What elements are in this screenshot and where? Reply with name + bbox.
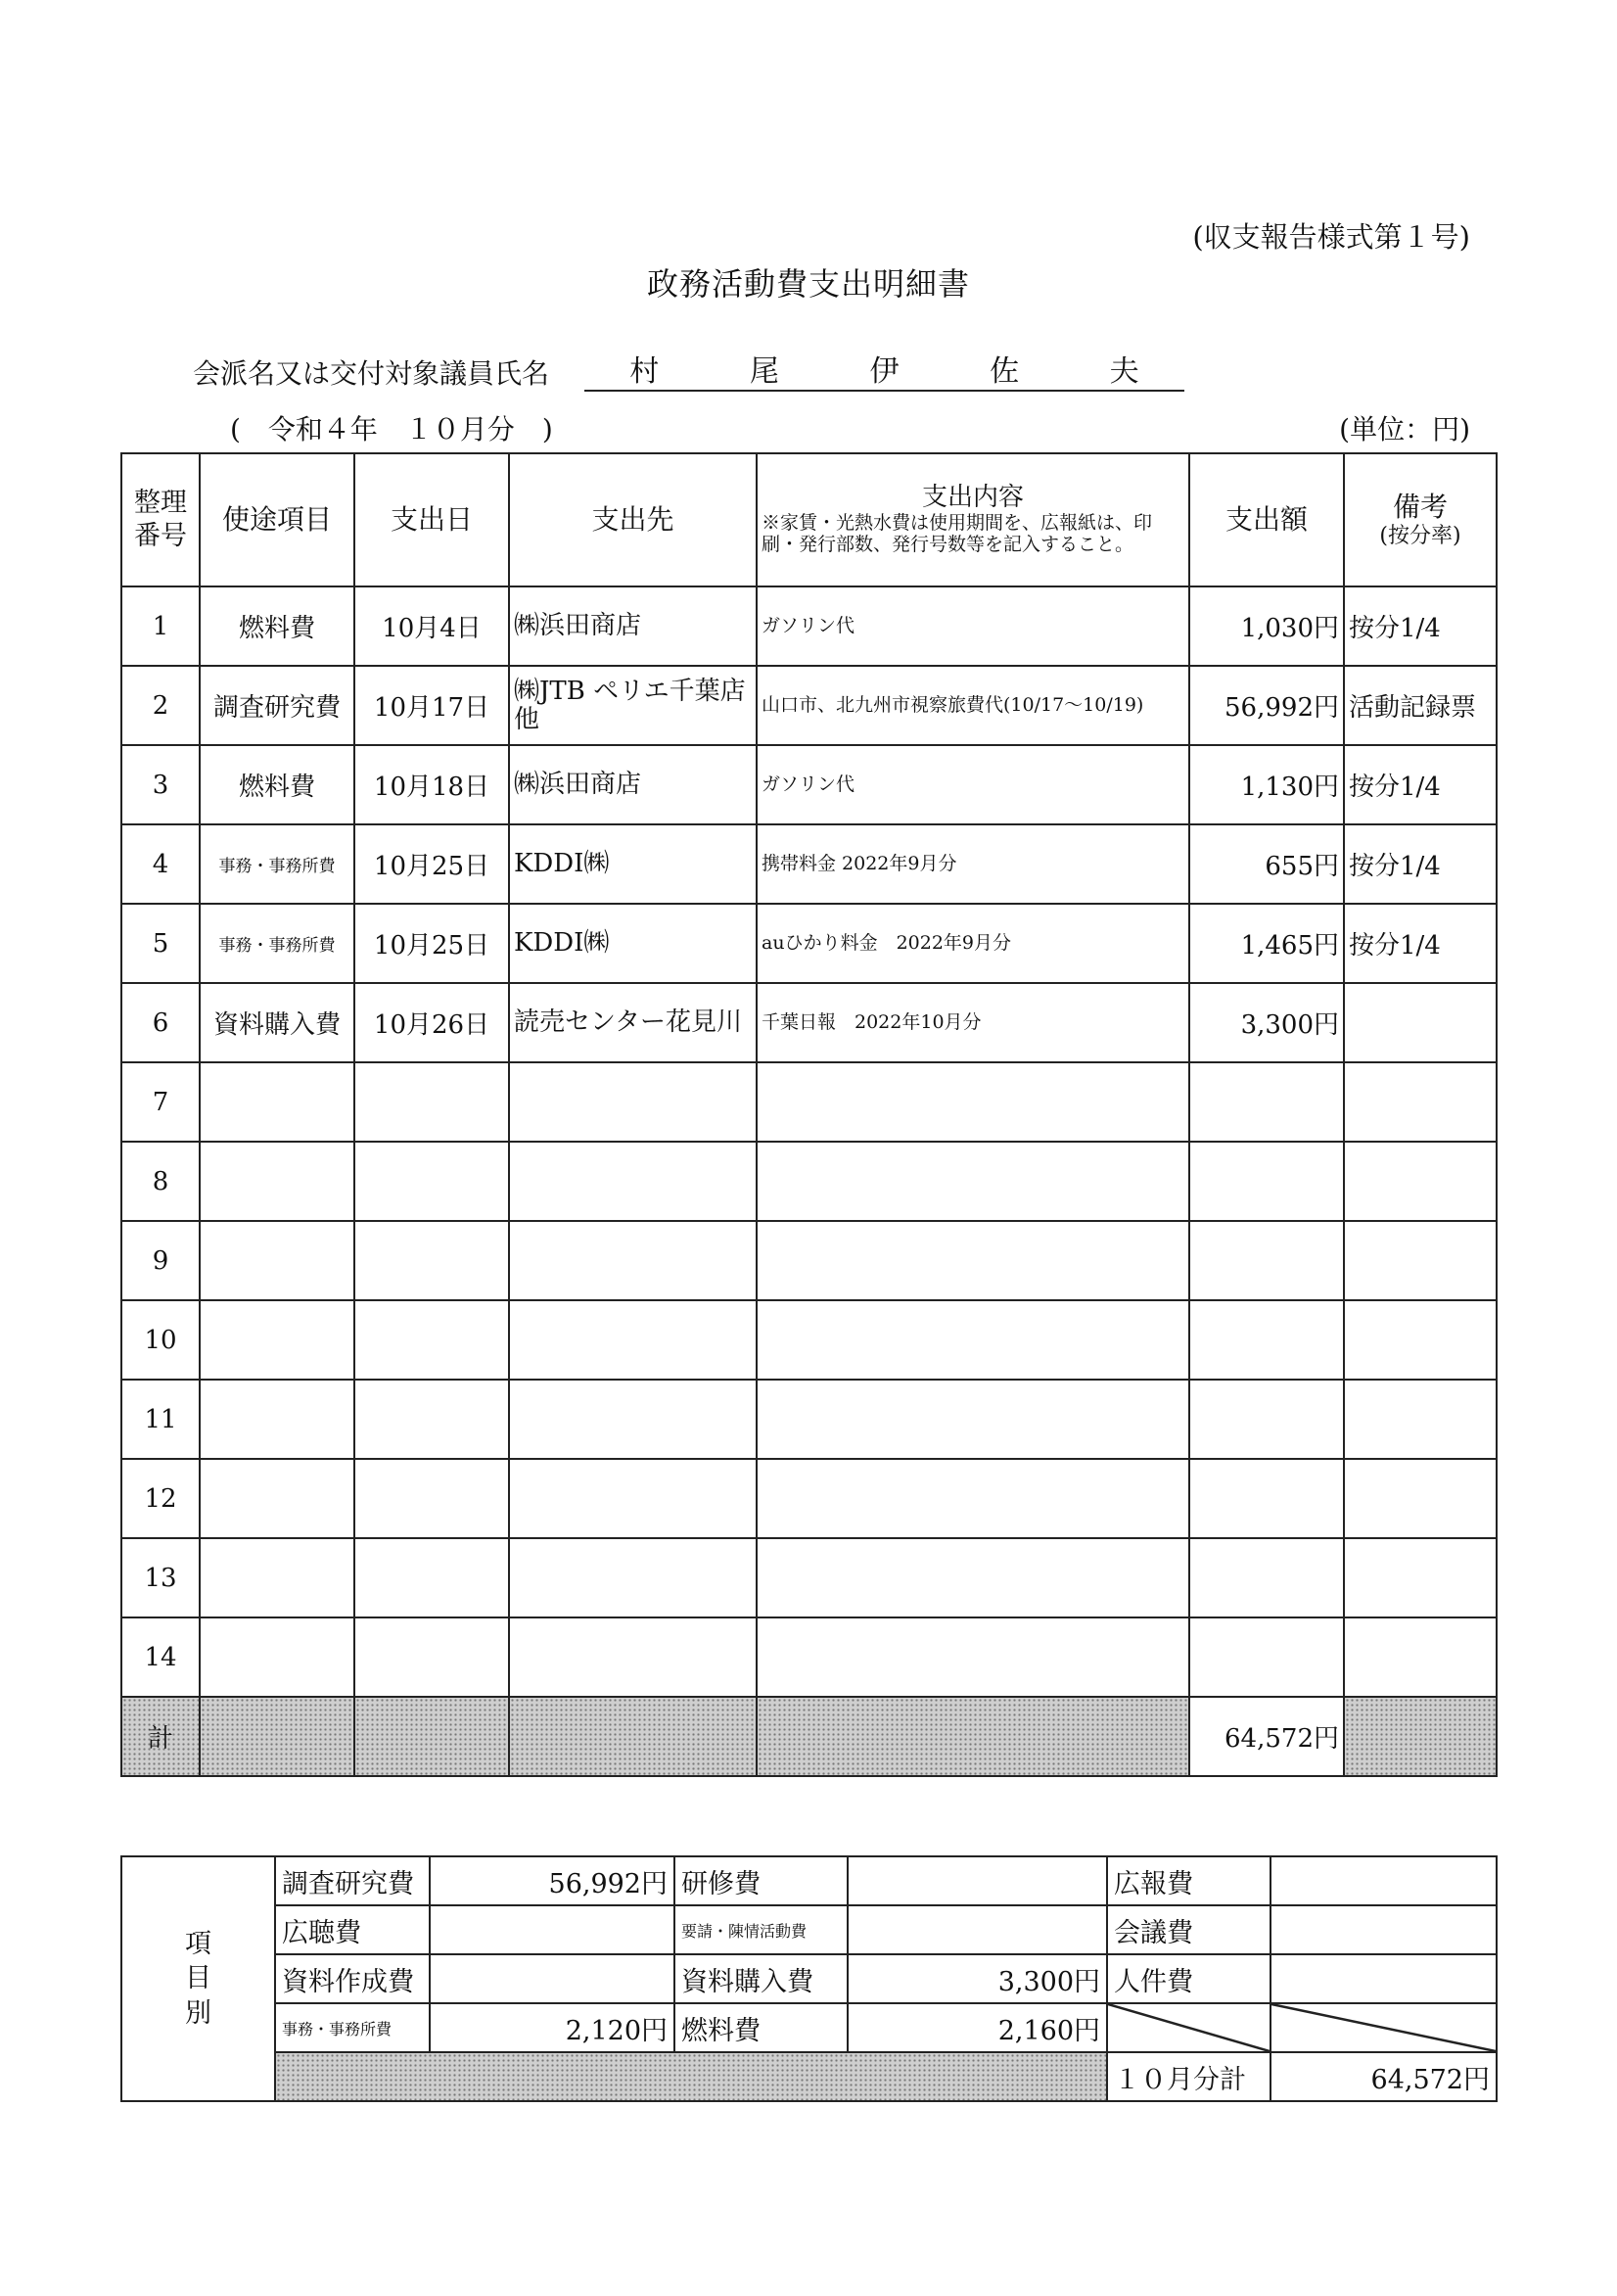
row-date: 10月4日 (354, 586, 509, 666)
form-reference: (収支報告様式第１号) (1192, 220, 1470, 254)
summary-hearing-value (430, 1905, 674, 1954)
document-title: 政務活動費支出明細書 (646, 265, 970, 303)
row-note: 活動記録票 (1344, 666, 1497, 745)
summary-pr-label: 広報費 (1107, 1856, 1270, 1905)
row-number: 13 (121, 1538, 200, 1617)
shaded-cell (757, 1697, 1189, 1776)
row-amount: 1,130円 (1189, 745, 1344, 824)
member-name-char: 佐 (990, 354, 1020, 389)
expense-table (120, 452, 1498, 1777)
row-number: 11 (121, 1380, 200, 1459)
row-number: 8 (121, 1142, 200, 1221)
reporting-period: ( 令和４年 １０月分 ) (230, 413, 553, 445)
row-amount (1189, 1459, 1344, 1538)
diagonal-blank-cell (1270, 2003, 1497, 2052)
row-amount (1189, 1380, 1344, 1459)
row-note (1344, 1380, 1497, 1459)
summary-training-value (848, 1856, 1107, 1905)
row-note: 按分1/4 (1344, 745, 1497, 824)
summary-month-total-value: 64,572円 (1270, 2052, 1497, 2101)
row-number: 2 (121, 666, 200, 745)
header-detail-note: ※家賃・光熱水費は使用期間を、広報紙は、印刷・発行部数、発行号数等を記入すること。 (762, 512, 1153, 555)
summary-office-value: 2,120円 (430, 2003, 674, 2052)
row-note (1344, 1142, 1497, 1221)
row-detail: 携帯料金 2022年9月分 (757, 824, 1189, 904)
row-date (354, 1459, 509, 1538)
row-date (354, 1142, 509, 1221)
header-detail (757, 453, 1189, 586)
summary-office-label: 事務・事務所費 (275, 2003, 430, 2052)
total-row (121, 1697, 1497, 1776)
row-payee (509, 1221, 757, 1300)
shaded-cell (200, 1697, 354, 1776)
row-payee (509, 1459, 757, 1538)
summary-petition-label: 要請・陳情活動費 (674, 1905, 848, 1954)
row-category (200, 1617, 354, 1697)
row-note (1344, 1538, 1497, 1617)
header-amount: 支出額 (1189, 453, 1344, 586)
row-category: 燃料費 (200, 745, 354, 824)
member-name (584, 349, 1184, 392)
header-remarks-sub: (按分率) (1379, 523, 1461, 548)
table-row (121, 1380, 1497, 1459)
header-date: 支出日 (354, 453, 509, 586)
table-row (121, 983, 1497, 1062)
row-number: 6 (121, 983, 200, 1062)
summary-personnel-value (1270, 1954, 1497, 2003)
row-detail (757, 1142, 1189, 1221)
row-amount (1189, 1538, 1344, 1617)
row-amount (1189, 1617, 1344, 1697)
row-note (1344, 1221, 1497, 1300)
row-number: 7 (121, 1062, 200, 1142)
row-amount: 1,465円 (1189, 904, 1344, 983)
row-date (354, 1617, 509, 1697)
summary-personnel-label: 人件費 (1107, 1954, 1270, 2003)
table-row (121, 1062, 1497, 1142)
table-row (121, 1142, 1497, 1221)
row-note (1344, 1062, 1497, 1142)
row-payee: ㈱浜田商店 (509, 745, 757, 824)
row-payee: ㈱JTB ペリエ千葉店他 (509, 666, 757, 745)
row-detail (757, 1300, 1189, 1380)
summary-meeting-value (1270, 1905, 1497, 1954)
summary-petition-value (848, 1905, 1107, 1954)
row-note (1344, 983, 1497, 1062)
shaded-cell (354, 1697, 509, 1776)
summary-research-value: 56,992円 (430, 1856, 674, 1905)
row-category: 燃料費 (200, 586, 354, 666)
total-amount: 64,572円 (1189, 1697, 1344, 1776)
table-row (121, 1221, 1497, 1300)
row-amount (1189, 1221, 1344, 1300)
row-note: 按分1/4 (1344, 904, 1497, 983)
row-number: 12 (121, 1459, 200, 1538)
table-row (121, 1459, 1497, 1538)
row-date (354, 1221, 509, 1300)
row-note: 按分1/4 (1344, 586, 1497, 666)
summary-material-purchase-label: 資料購入費 (674, 1954, 848, 2003)
row-number: 10 (121, 1300, 200, 1380)
row-amount: 3,300円 (1189, 983, 1344, 1062)
row-date (354, 1380, 509, 1459)
header-category: 使途項目 (200, 453, 354, 586)
category-summary-table (120, 1855, 1498, 2102)
summary-material-making-value (430, 1954, 674, 2003)
header-payee: 支出先 (509, 453, 757, 586)
table-row (121, 824, 1497, 904)
total-label: 計 (121, 1697, 200, 1776)
row-number: 4 (121, 824, 200, 904)
row-detail: ガソリン代 (757, 745, 1189, 824)
row-detail: 山口市、北九州市視察旅費代(10/17～10/19) (757, 666, 1189, 745)
row-note (1344, 1459, 1497, 1538)
table-header-row (121, 453, 1497, 586)
summary-pr-value (1270, 1856, 1497, 1905)
row-date (354, 1062, 509, 1142)
row-note: 按分1/4 (1344, 824, 1497, 904)
row-date (354, 1538, 509, 1617)
row-date: 10月25日 (354, 824, 509, 904)
row-number: 3 (121, 745, 200, 824)
row-category (200, 1459, 354, 1538)
summary-meeting-label: 会議費 (1107, 1905, 1270, 1954)
faction-label: 会派名又は交付対象議員氏名 (193, 357, 550, 390)
row-category (200, 1538, 354, 1617)
row-amount: 56,992円 (1189, 666, 1344, 745)
row-payee (509, 1062, 757, 1142)
row-payee (509, 1380, 757, 1459)
summary-material-purchase-value: 3,300円 (848, 1954, 1107, 2003)
row-payee: ㈱浜田商店 (509, 586, 757, 666)
row-payee: 読売センター花見川 (509, 983, 757, 1062)
row-category (200, 1142, 354, 1221)
row-category: 調査研究費 (200, 666, 354, 745)
table-row (121, 1300, 1497, 1380)
row-amount (1189, 1300, 1344, 1380)
summary-training-label: 研修費 (674, 1856, 848, 1905)
row-amount (1189, 1062, 1344, 1142)
table-row (121, 745, 1497, 824)
row-detail (757, 1221, 1189, 1300)
member-name-char: 伊 (869, 354, 900, 389)
shaded-cell (1344, 1697, 1497, 1776)
row-detail (757, 1062, 1189, 1142)
header-detail-title: 支出内容 (921, 483, 1024, 513)
row-detail (757, 1459, 1189, 1538)
row-category: 事務・事務所費 (200, 824, 354, 904)
header-remarks-title: 備考 (1392, 491, 1448, 523)
row-payee (509, 1538, 757, 1617)
row-date (354, 1300, 509, 1380)
header-no: 整理番号 (121, 453, 200, 586)
row-amount: 1,030円 (1189, 586, 1344, 666)
row-number: 1 (121, 586, 200, 666)
row-detail: 千葉日報 2022年10月分 (757, 983, 1189, 1062)
row-amount: 655円 (1189, 824, 1344, 904)
row-number: 5 (121, 904, 200, 983)
row-detail (757, 1380, 1189, 1459)
row-category: 事務・事務所費 (200, 904, 354, 983)
row-detail: auひかり料金 2022年9月分 (757, 904, 1189, 983)
row-payee (509, 1142, 757, 1221)
row-number: 9 (121, 1221, 200, 1300)
row-category (200, 1300, 354, 1380)
row-payee: KDDI㈱ (509, 824, 757, 904)
row-category (200, 1221, 354, 1300)
header-remarks (1344, 453, 1497, 586)
row-date: 10月18日 (354, 745, 509, 824)
row-date: 10月26日 (354, 983, 509, 1062)
row-date: 10月25日 (354, 904, 509, 983)
summary-fuel-label: 燃料費 (674, 2003, 848, 2052)
row-category: 資料購入費 (200, 983, 354, 1062)
row-detail: ガソリン代 (757, 586, 1189, 666)
summary-month-total-label: １０月分計 (1107, 2052, 1270, 2101)
summary-side-label: 項目別 (121, 1856, 275, 2101)
row-note (1344, 1300, 1497, 1380)
table-row (121, 666, 1497, 745)
row-payee (509, 1617, 757, 1697)
row-date: 10月17日 (354, 666, 509, 745)
summary-hearing-label: 広聴費 (275, 1905, 430, 1954)
table-row (121, 1538, 1497, 1617)
row-payee: KDDI㈱ (509, 904, 757, 983)
table-row (121, 586, 1497, 666)
diagonal-blank-cell (1107, 2003, 1270, 2052)
row-detail (757, 1538, 1189, 1617)
shaded-cell (275, 2052, 1107, 2101)
summary-material-making-label: 資料作成費 (275, 1954, 430, 2003)
row-category (200, 1062, 354, 1142)
summary-research-label: 調査研究費 (275, 1856, 430, 1905)
member-name-char: 夫 (1109, 354, 1139, 389)
summary-fuel-value: 2,160円 (848, 2003, 1107, 2052)
table-row (121, 904, 1497, 983)
row-category (200, 1380, 354, 1459)
row-amount (1189, 1142, 1344, 1221)
row-detail (757, 1617, 1189, 1697)
row-payee (509, 1300, 757, 1380)
unit-label: (単位：円) (1339, 413, 1470, 445)
member-name-char: 村 (629, 354, 660, 389)
member-name-char: 尾 (749, 354, 779, 389)
shaded-cell (509, 1697, 757, 1776)
table-row (121, 1617, 1497, 1697)
row-number: 14 (121, 1617, 200, 1697)
row-note (1344, 1617, 1497, 1697)
